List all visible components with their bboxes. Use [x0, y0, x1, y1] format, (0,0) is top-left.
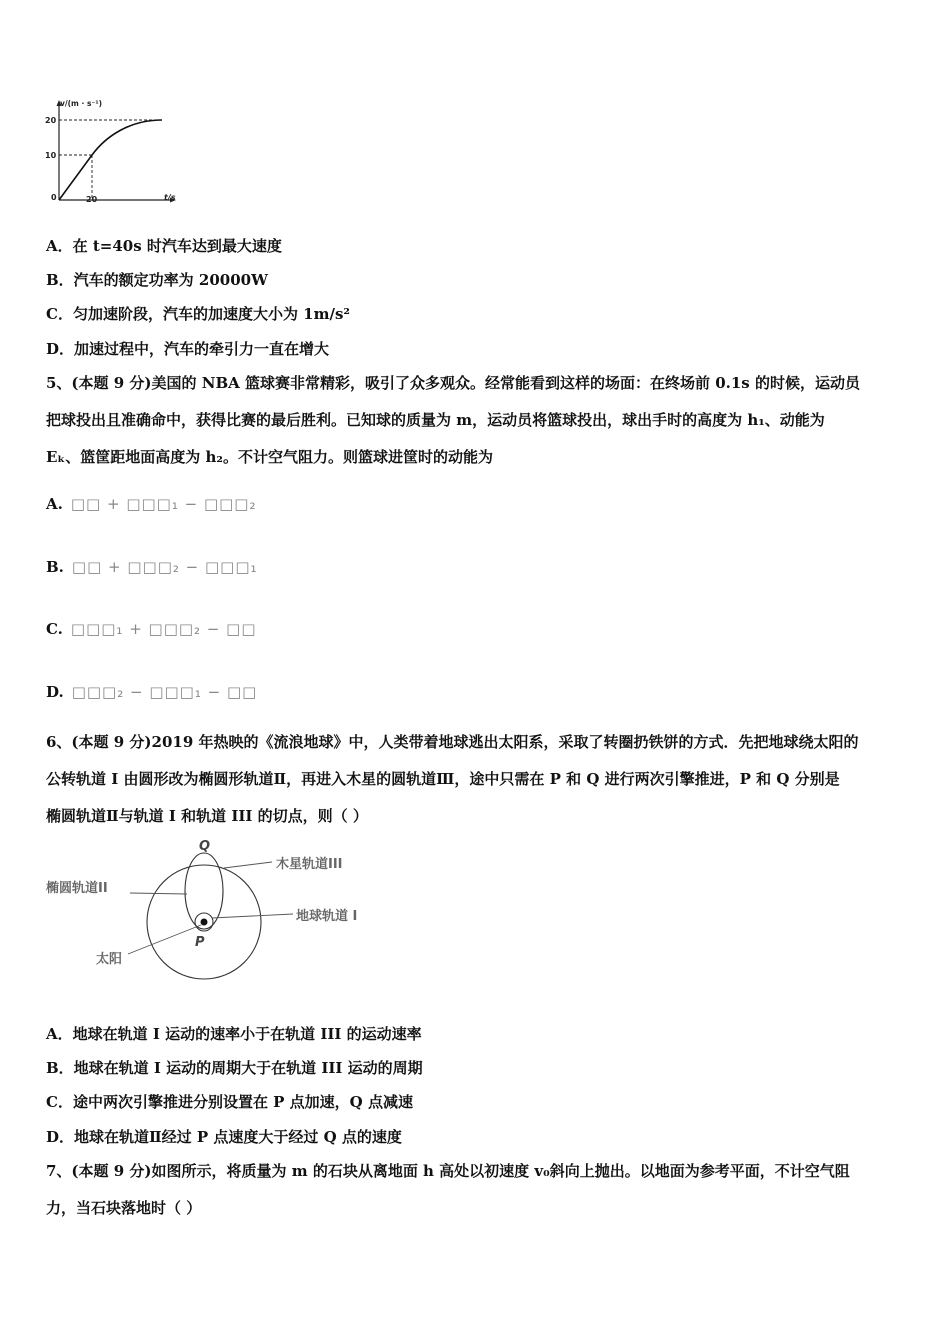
- label-sun: 太阳: [96, 952, 123, 967]
- y-axis-label: v/(m · s⁻¹): [60, 99, 103, 108]
- label-q: Q: [199, 839, 211, 854]
- origin-label: 0: [51, 193, 57, 202]
- orbit-diagram: [40, 836, 390, 996]
- q5-option-c: [46, 619, 257, 639]
- q5-stem-line1: 5、(本题 9 分)美国的 NBA 篮球赛非常精彩，吸引了众多观众。经常能看到这样的场面：在终场前 0.1s 的时候，运动员: [46, 374, 860, 392]
- q5-option-c-label: C.: [46, 620, 63, 638]
- x-axis-label: t/s: [164, 193, 176, 202]
- velocity-curve: [59, 120, 162, 200]
- q6-option-a: A．地球在轨道 I 运动的速率小于在轨道 III 的运动速率: [46, 1025, 422, 1043]
- q5-option-b: [46, 557, 258, 577]
- q5-option-d-label: D.: [46, 683, 64, 701]
- y-tick-20: 20: [45, 116, 57, 125]
- q4-option-c: C．匀加速阶段，汽车的加速度大小为 1m/s²: [46, 305, 350, 323]
- q6-stem-line3: 椭圆轨道Ⅱ与轨道 I 和轨道 III 的切点，则（ ）: [46, 807, 368, 825]
- y-tick-10: 10: [45, 151, 57, 160]
- leader-sun: [128, 925, 201, 954]
- q5-option-b-formula: □□ + □□□₂ − □□□₁: [71, 558, 258, 576]
- q6-option-b: B．地球在轨道 I 运动的周期大于在轨道 III 运动的周期: [46, 1059, 423, 1077]
- label-elliptical-orbit: 椭圆轨道II: [46, 881, 108, 896]
- label-p: P: [195, 935, 205, 950]
- q6-stem-line2: 公转轨道 I 由圆形改为椭圆形轨道Ⅱ，再进入木星的圆轨道Ⅲ，途中只需在 P 和 Q 进行两次引擎推进，P 和 Q 分别是: [46, 770, 840, 788]
- q5-option-d: [46, 682, 257, 702]
- q6-option-c: C．途中两次引擎推进分别设置在 P 点加速，Q 点减速: [46, 1093, 413, 1111]
- label-earth-orbit: 地球轨道 I: [296, 909, 358, 924]
- leader-jupiter: [224, 862, 272, 868]
- label-jupiter-orbit: 木星轨道III: [276, 857, 343, 872]
- q5-option-a: [46, 494, 257, 514]
- q4-option-d: D．加速过程中，汽车的牵引力一直在增大: [46, 340, 330, 358]
- q7-stem-line1: 7、(本题 9 分)如图所示，将质量为 m 的石块从离地面 h 高处以初速度 v₀斜向上抛出。以地面为参考平面，不计空气阻: [46, 1162, 850, 1180]
- q6-stem-line1: 6、(本题 9 分)2019 年热映的《流浪地球》中，人类带着地球逃出太阳系，采取了转圈扔铁饼的方式．先把地球绕太阳的: [46, 733, 859, 751]
- q4-option-a: A．在 t=40s 时汽车达到最大速度: [46, 237, 282, 255]
- q7-stem-line2: 力，当石块落地时（ ）: [46, 1199, 202, 1217]
- q4-option-b: B．汽车的额定功率为 20000W: [46, 271, 268, 289]
- x-tick-20: 20: [86, 195, 98, 204]
- q5-stem-line3: Eₖ、篮筐距地面高度为 h₂。不计空气阻力。则篮球进筐时的动能为: [46, 448, 493, 466]
- leader-ellipse: [130, 893, 187, 894]
- q6-option-d: D．地球在轨道Ⅱ经过 P 点速度大于经过 Q 点的速度: [46, 1128, 402, 1146]
- q5-option-c-formula: □□□₁ + □□□₂ − □□: [70, 620, 257, 638]
- q5-stem-line2: 把球投出且准确命中，获得比赛的最后胜利。已知球的质量为 m，运动员将篮球投出，球出手时的高度为 h₁、动能为: [46, 411, 825, 429]
- q5-option-a-label: A.: [46, 495, 63, 513]
- leader-earth: [212, 914, 293, 918]
- q5-option-d-formula: □□□₂ − □□□₁ − □□: [71, 683, 258, 701]
- q5-option-b-label: B.: [46, 558, 64, 576]
- velocity-time-graph: [40, 96, 190, 208]
- q5-option-a-formula: □□ + □□□₁ − □□□₂: [70, 495, 257, 513]
- sun-dot: [201, 919, 208, 926]
